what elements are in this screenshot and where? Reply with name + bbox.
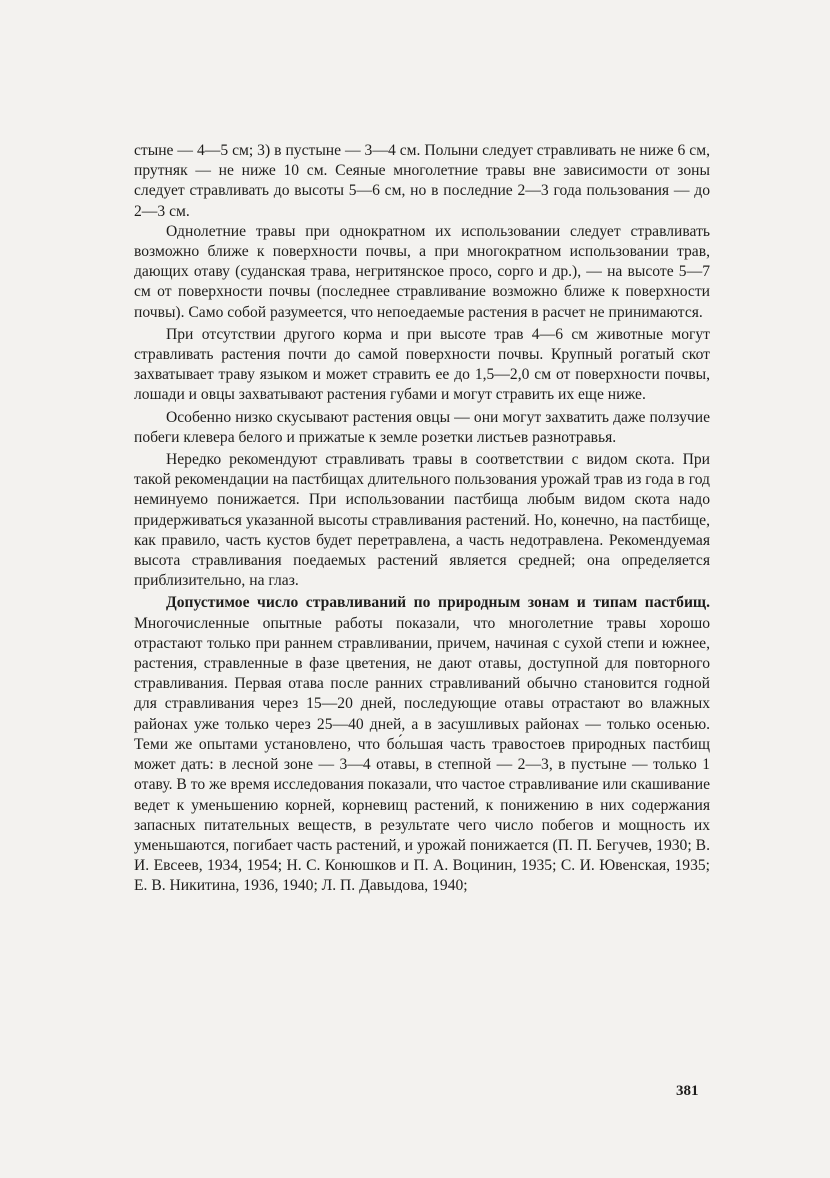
page-number: 381 — [676, 1083, 699, 1099]
paragraph-4: Особенно низко скусывают растения овцы — они могут захватить даже ползучие побеги клевера белого и прижатые к земле розетки листьев разнотравья. — [134, 408, 710, 446]
paragraph-2: Однолетние травы при однократном их использовании следует стравливать возможно ближе к поверхности почвы, а при многократном использовании трав, дающих отаву (суданская трава, негритянское просо, сорго и др.), — на высоте 5—7 см от поверхности почвы (последнее стравливание возможно ближе к поверхности почвы). Само собой разумеется, что непоедаемые растения в расчет не принимаются. — [134, 222, 710, 321]
section-heading: Допустимое число стравливаний по природным зонам и типам пастбищ. — [166, 594, 710, 612]
body-text — [134, 141, 710, 897]
paragraph-1: стыне — 4—5 см; 3) в пустыне — 3—4 см. Полыни следует стравливать не ниже 6 см, прутняк — не ниже 10 см. Сеяные многолетние травы вне зависимости от зоны следует стравливать до высоты 5—6 см, но в последние 2—3 года пользования — до 2—3 см. — [134, 142, 710, 220]
paragraph-6-text: Многочисленные опытные работы показали, что многолетние травы хорошо отрастают только при раннем стравливании, причем, начиная с сухой степи и южнее, растения, стравленные в фазе цветения, не дают отавы, доступной для повторного стравливания. Первая отава после ранних стравливаний обычно становится годной для стравливания через 15—20 дней, последующие отавы отрастают во влажных районах уже только через 25—40 дней, а в засушливых районах — только осенью. Теми же опытами установлено, что бо́льшая часть травостоев природных пастбищ может дать: в лесной зоне — 3—4 отавы, в степной — 2—3, в пустыне — только 1 отаву. В то же время исследования показали, что частое стравливание или скашивание ведет к уменьшению корней, корневищ растений, к понижению в них содержания запасных питательных веществ, в результате чего число побегов и мощность их уменьшаются, погибает часть растений, и урожай понижается (П. П. Бегучев, 1930; В. И. Евсеев, 1934, 1954; Н. С. Конюшков и П. А. Воцинин, 1935; С. И. Ювенская, 1935; Е. В. Никитина, 1936, 1940; Л. П. Давыдова, 1940; — [134, 614, 710, 895]
paragraph-3: При отсутствии другого корма и при высоте трав 4—6 см животные могут стравливать растения почти до самой поверхности почвы. Крупный рогатый скот захватывает траву языком и может стравить ее до 1,5—2,0 см от поверхности почвы, лошади и овцы захватывают растения губами и могут стравить их еще ниже. — [134, 325, 710, 404]
paragraph-6 — [134, 593, 710, 896]
paragraph-5: Нередко рекомендуют стравливать травы в соответствии с видом скота. При такой рекомендации на пастбищах длительного пользования урожай трав из года в год неминуемо понижается. При использовании пастбища любым видом скота надо придерживаться указанной высоты стравливания растений. Но, конечно, на пастбище, как правило, часть кустов будет перетравлена, а часть недотравлена. Рекомендуемая высота стравливания поедаемых растений является средней; она определяется приблизительно, на глаз. — [134, 451, 710, 590]
